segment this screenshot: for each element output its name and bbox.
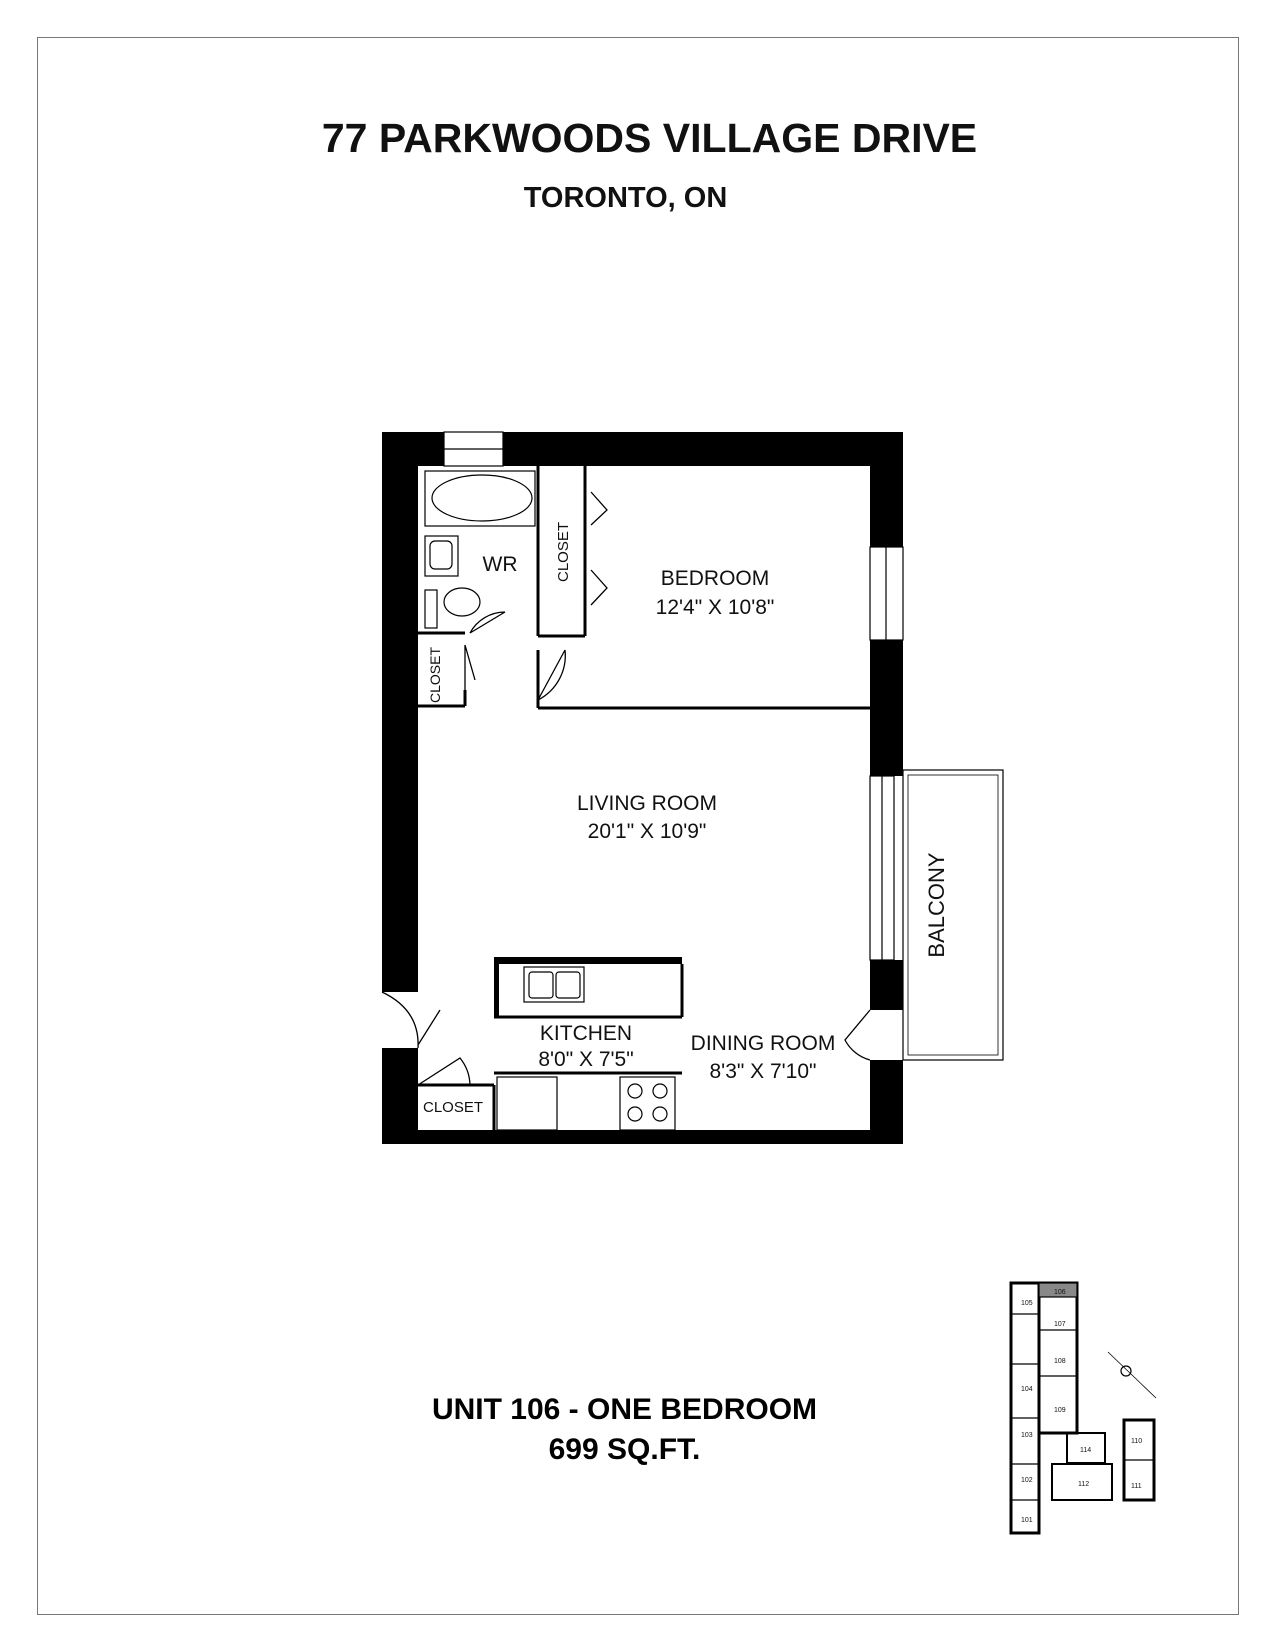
bedroom-size: 12'4" X 10'8" [655,596,775,619]
closet-bottom-door [418,1058,470,1085]
keyplan-108: 108 [1054,1358,1066,1365]
doors [382,492,870,1085]
city-subtitle: TORONTO, ON [523,182,728,214]
toilet-bowl [444,588,480,616]
keyplan-112: 112 [1078,1481,1090,1488]
right-wall-mid2 [870,960,903,1010]
island-side [494,957,499,1017]
kitchen-size: 8'0" X 7'5" [538,1048,634,1071]
island-top [494,957,682,964]
living-room-size: 20'1" X 10'9" [587,820,707,843]
keyplan-104: 104 [1021,1386,1033,1393]
keyplan-102: 102 [1021,1477,1033,1484]
closet-bottom-label: CLOSET [422,1099,484,1116]
keyplan-110: 110 [1131,1438,1143,1445]
keyplan-111: 111 [1131,1483,1142,1490]
closet-small-label: CLOSET [427,646,443,704]
stove [620,1077,675,1130]
toilet-tank [425,590,437,628]
balcony-outline [903,770,1003,1060]
kitchen-label: KITCHEN [539,1022,633,1045]
bedroom-label: BEDROOM [660,567,770,590]
left-wall-lower [382,1048,418,1144]
keyplan-106: 106 [1054,1289,1066,1296]
top-wall-right [503,432,903,466]
windows [444,432,903,960]
bedroom-door [538,650,565,700]
closet-door [465,645,475,690]
closet-top-label: CLOSET [555,521,572,583]
right-wall-top [870,432,903,547]
keyplan-103: 103 [1021,1432,1033,1439]
fridge [497,1077,557,1130]
tub-basin [432,475,532,521]
keyplan-105: 105 [1021,1300,1033,1307]
living-room-label: LIVING ROOM [576,792,718,815]
unit-title: UNIT 106 - ONE BEDROOM [431,1393,818,1426]
wr-label: WR [482,553,518,576]
balcony-label: BALCONY [924,852,949,958]
keyplan-109: 109 [1054,1407,1066,1414]
compass-icon [1121,1366,1131,1376]
unit-area: 699 SQ.FT. [548,1433,701,1466]
bottom-wall [382,1130,903,1144]
keyplan-114: 114 [1080,1447,1092,1454]
wr-door [470,612,505,633]
dining-room-label: DINING ROOM [690,1032,836,1055]
address-title: 77 PARKWOODS VILLAGE DRIVE [321,115,978,161]
keyplan-107: 107 [1054,1321,1066,1328]
bedroom-closet-doors [591,492,607,605]
entry-door [382,992,440,1048]
keyplan-101: 101 [1021,1517,1033,1524]
right-wall-mid [870,640,903,776]
bathtub [425,471,535,526]
left-wall-upper [382,432,418,992]
balcony-door [845,1010,870,1060]
dining-room-size: 8'3" X 7'10" [709,1060,817,1083]
